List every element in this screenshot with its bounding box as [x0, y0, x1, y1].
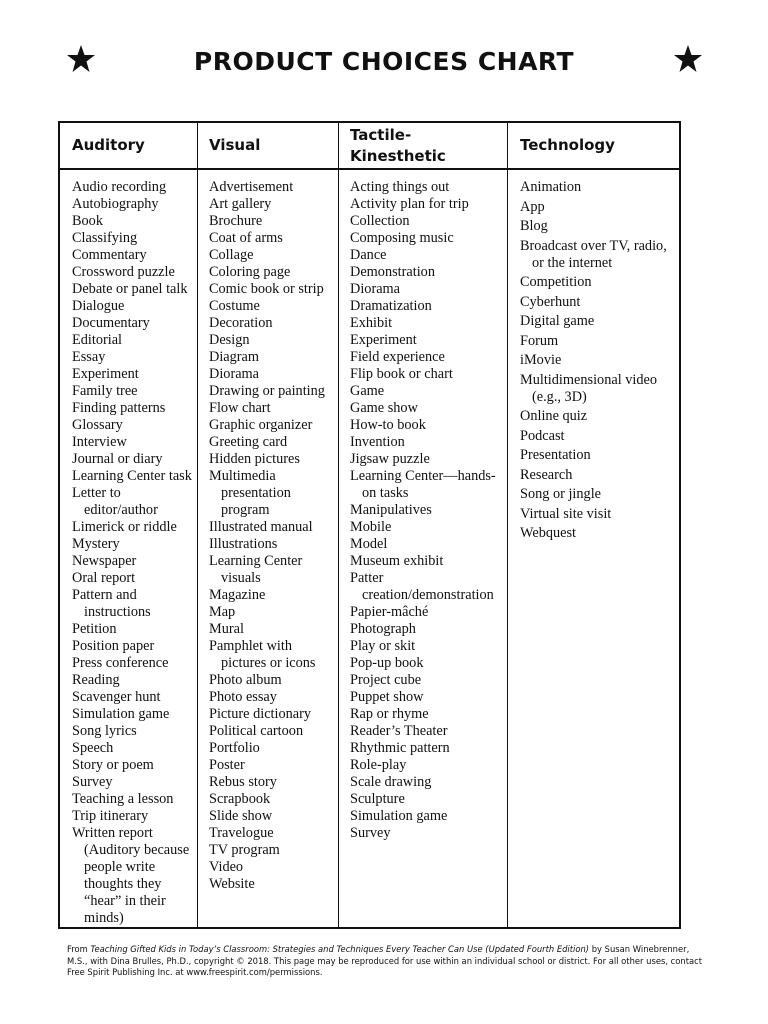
list-item: Experiment [350, 332, 417, 348]
list-item: Experiment [72, 366, 139, 382]
list-item: Oral report [72, 570, 136, 586]
list-item: Flow chart [209, 400, 271, 416]
list-item: Collage [209, 247, 254, 263]
product-choices-table [58, 121, 681, 929]
list-item: Rhythmic pattern [350, 740, 450, 756]
list-item: Pattern and instructions [72, 587, 151, 620]
list-item: Petition [72, 621, 117, 637]
list-item: Picture dictionary [209, 706, 312, 722]
list-item: Story or poem [72, 757, 154, 773]
list-item: Editorial [72, 332, 123, 348]
list-item: Greeting card [209, 434, 288, 450]
list-item: Slide show [209, 808, 273, 824]
list-item: Decoration [209, 315, 273, 331]
list-item: Diagram [209, 349, 260, 365]
list-item: Coat of arms [209, 230, 283, 246]
list-item: Drawing or painting [209, 383, 325, 399]
list-item: Invention [350, 434, 405, 450]
list-item: Website [209, 876, 255, 892]
list-item: Virtual site visit [520, 505, 612, 522]
column-heading-technology: Technology [520, 136, 615, 154]
list-item: Reading [72, 672, 120, 688]
list-item: Pamphlet with pictures or icons [209, 638, 316, 671]
list-item: Flip book or chart [350, 366, 453, 382]
list-item: Autobiography [72, 196, 159, 212]
list-item: TV program [209, 842, 280, 858]
list-item: Book [72, 213, 103, 229]
list-item: Speech [72, 740, 114, 756]
page-title: PRODUCT CHOICES CHART [193, 47, 575, 76]
list-item: Video [209, 859, 244, 875]
list-item: Costume [209, 298, 260, 314]
list-item: Graphic organizer [209, 417, 313, 433]
list-item: Presentation [520, 447, 591, 463]
list-item: Survey [72, 774, 113, 790]
list-item: Scrapbook [209, 791, 271, 807]
list-item: Art gallery [209, 196, 272, 212]
list-item: Manipulatives [350, 502, 432, 518]
footer-prefix: From [67, 944, 91, 954]
list-item: Dance [350, 247, 387, 263]
list-item: Simulation game [72, 706, 170, 722]
list-item: Brochure [209, 213, 263, 229]
copyright-footer [67, 944, 707, 979]
list-item: Scale drawing [350, 774, 432, 790]
list-item: Position paper [72, 638, 155, 654]
list-item: Poster [209, 757, 245, 773]
list-item: Field experience [350, 349, 445, 365]
list-item: Diorama [350, 281, 401, 297]
list-item: Jigsaw puzzle [350, 451, 430, 467]
list-item: Activity plan for trip [350, 196, 469, 212]
list-item: Written report (Auditory because people write thoughts they “hear” in their minds) [72, 825, 190, 926]
column-heading-tactile-kinesthetic: Tactile-Kinesthetic [350, 125, 446, 165]
list-item: Research [520, 466, 573, 483]
list-item: Cyberhunt [520, 293, 581, 310]
tactile-kinesthetic-list [350, 179, 505, 842]
list-item: Learning Center—hands-on tasks [350, 468, 496, 501]
list-item: Model [350, 536, 388, 552]
list-item: Finding patterns [72, 400, 166, 416]
list-item: Teaching a lesson [72, 791, 174, 807]
list-item: Collection [350, 213, 410, 229]
list-item: iMovie [520, 352, 562, 368]
list-item: Audio recording [72, 179, 167, 195]
list-item: Acting things out [350, 179, 450, 195]
list-item: Map [209, 604, 236, 620]
list-item: Photograph [350, 621, 416, 637]
list-item: Mystery [72, 536, 120, 552]
list-item: Hidden pictures [209, 451, 300, 467]
list-item: Demonstration [350, 264, 435, 280]
list-item: Mobile [350, 519, 392, 535]
list-item: Mural [209, 621, 244, 637]
list-item: Song or jingle [520, 486, 602, 502]
list-item: Photo album [209, 672, 282, 688]
list-item: Learning Center task [72, 468, 192, 484]
list-item: Sculpture [350, 791, 405, 807]
list-item: Coloring page [209, 264, 291, 280]
list-item: Essay [72, 349, 106, 365]
list-item: Game show [350, 400, 418, 416]
list-item: Scavenger hunt [72, 689, 161, 705]
list-item: Webquest [520, 525, 577, 541]
list-item: Advertisement [209, 179, 294, 195]
list-item: Digital game [520, 313, 595, 329]
list-item: Patter creation/demonstration [350, 570, 494, 603]
list-item: Online quiz [520, 408, 588, 424]
list-item: Magazine [209, 587, 266, 603]
list-item: Portfolio [209, 740, 260, 756]
list-item: Newspaper [72, 553, 137, 569]
list-item: How-to book [350, 417, 426, 433]
list-item: Podcast [520, 427, 565, 444]
list-item: Competition [520, 274, 592, 290]
list-item: Play or skit [350, 638, 416, 654]
list-item: Museum exhibit [350, 553, 444, 569]
list-item: Game [350, 383, 385, 399]
auditory-list [72, 179, 195, 927]
technology-list [520, 179, 680, 545]
list-item: Exhibit [350, 315, 393, 331]
list-item: Rebus story [209, 774, 277, 790]
list-item: Travelogue [209, 825, 274, 841]
list-item: Animation [520, 179, 582, 195]
list-item: Blog [520, 218, 548, 234]
list-item: Diorama [209, 366, 260, 382]
list-item: App [520, 198, 545, 215]
list-item: Forum [520, 332, 559, 349]
list-item: Illustrations [209, 536, 278, 552]
list-item: Letter to editor/author [72, 485, 158, 518]
list-item: Crossword puzzle [72, 264, 175, 280]
list-item: Press conference [72, 655, 169, 671]
footer-book-title: Teaching Gifted Kids in Today’s Classroom: Strategies and Techniques Every Teacher Can Use (Updated Fourth Edition) [90, 944, 590, 954]
column-heading-visual: Visual [209, 136, 261, 154]
list-item: Commentary [72, 247, 147, 263]
list-item: Documentary [72, 315, 150, 331]
list-item: Interview [72, 434, 127, 450]
list-item: Limerick or riddle [72, 519, 177, 535]
list-item: Illustrated manual [209, 519, 313, 535]
list-item: Political cartoon [209, 723, 304, 739]
list-item: Multimedia presentation program [209, 468, 291, 518]
list-item: Dramatization [350, 298, 432, 314]
column-divider [507, 123, 508, 927]
list-item: Project cube [350, 672, 422, 688]
list-item: Family tree [72, 383, 138, 399]
list-item: Role-play [350, 757, 407, 773]
header-divider [60, 168, 679, 170]
list-item: Pop-up book [350, 655, 424, 671]
list-item: Design [209, 332, 250, 348]
list-item: Papier-mâché [350, 604, 429, 620]
list-item: Rap or rhyme [350, 706, 429, 722]
list-item: Photo essay [209, 689, 277, 705]
list-item: Comic book or strip [209, 281, 324, 297]
column-divider [197, 123, 198, 927]
list-item: Song lyrics [72, 723, 137, 739]
list-item: Journal or diary [72, 451, 163, 467]
list-item: Survey [350, 825, 391, 841]
list-item: Trip itinerary [72, 808, 149, 824]
list-item: Composing music [350, 230, 454, 246]
column-divider [338, 123, 339, 927]
list-item: Puppet show [350, 689, 424, 705]
list-item: Debate or panel talk [72, 281, 188, 297]
list-item: Broadcast over TV, radio, or the internet [520, 237, 667, 271]
star-icon [673, 44, 703, 74]
list-item: Reader’s Theater [350, 723, 448, 739]
footer-rest: by Susan Winebrenner, M.S., with Dina Brulles, Ph.D., copyright © 2018. This page may be reproduced for use within an individual school or district. For all other uses, contact Free Spirit Publishing Inc. at www.freespirit.com/permissions. [67, 944, 703, 977]
list-item: Learning Center visuals [209, 553, 303, 586]
list-item: Classifying [72, 230, 138, 246]
list-item: Multidimensional video (e.g., 3D) [520, 371, 658, 405]
visual-list [209, 179, 336, 893]
list-item: Glossary [72, 417, 123, 433]
list-item: Simulation game [350, 808, 448, 824]
column-heading-auditory: Auditory [72, 136, 145, 154]
list-item: Dialogue [72, 298, 125, 314]
